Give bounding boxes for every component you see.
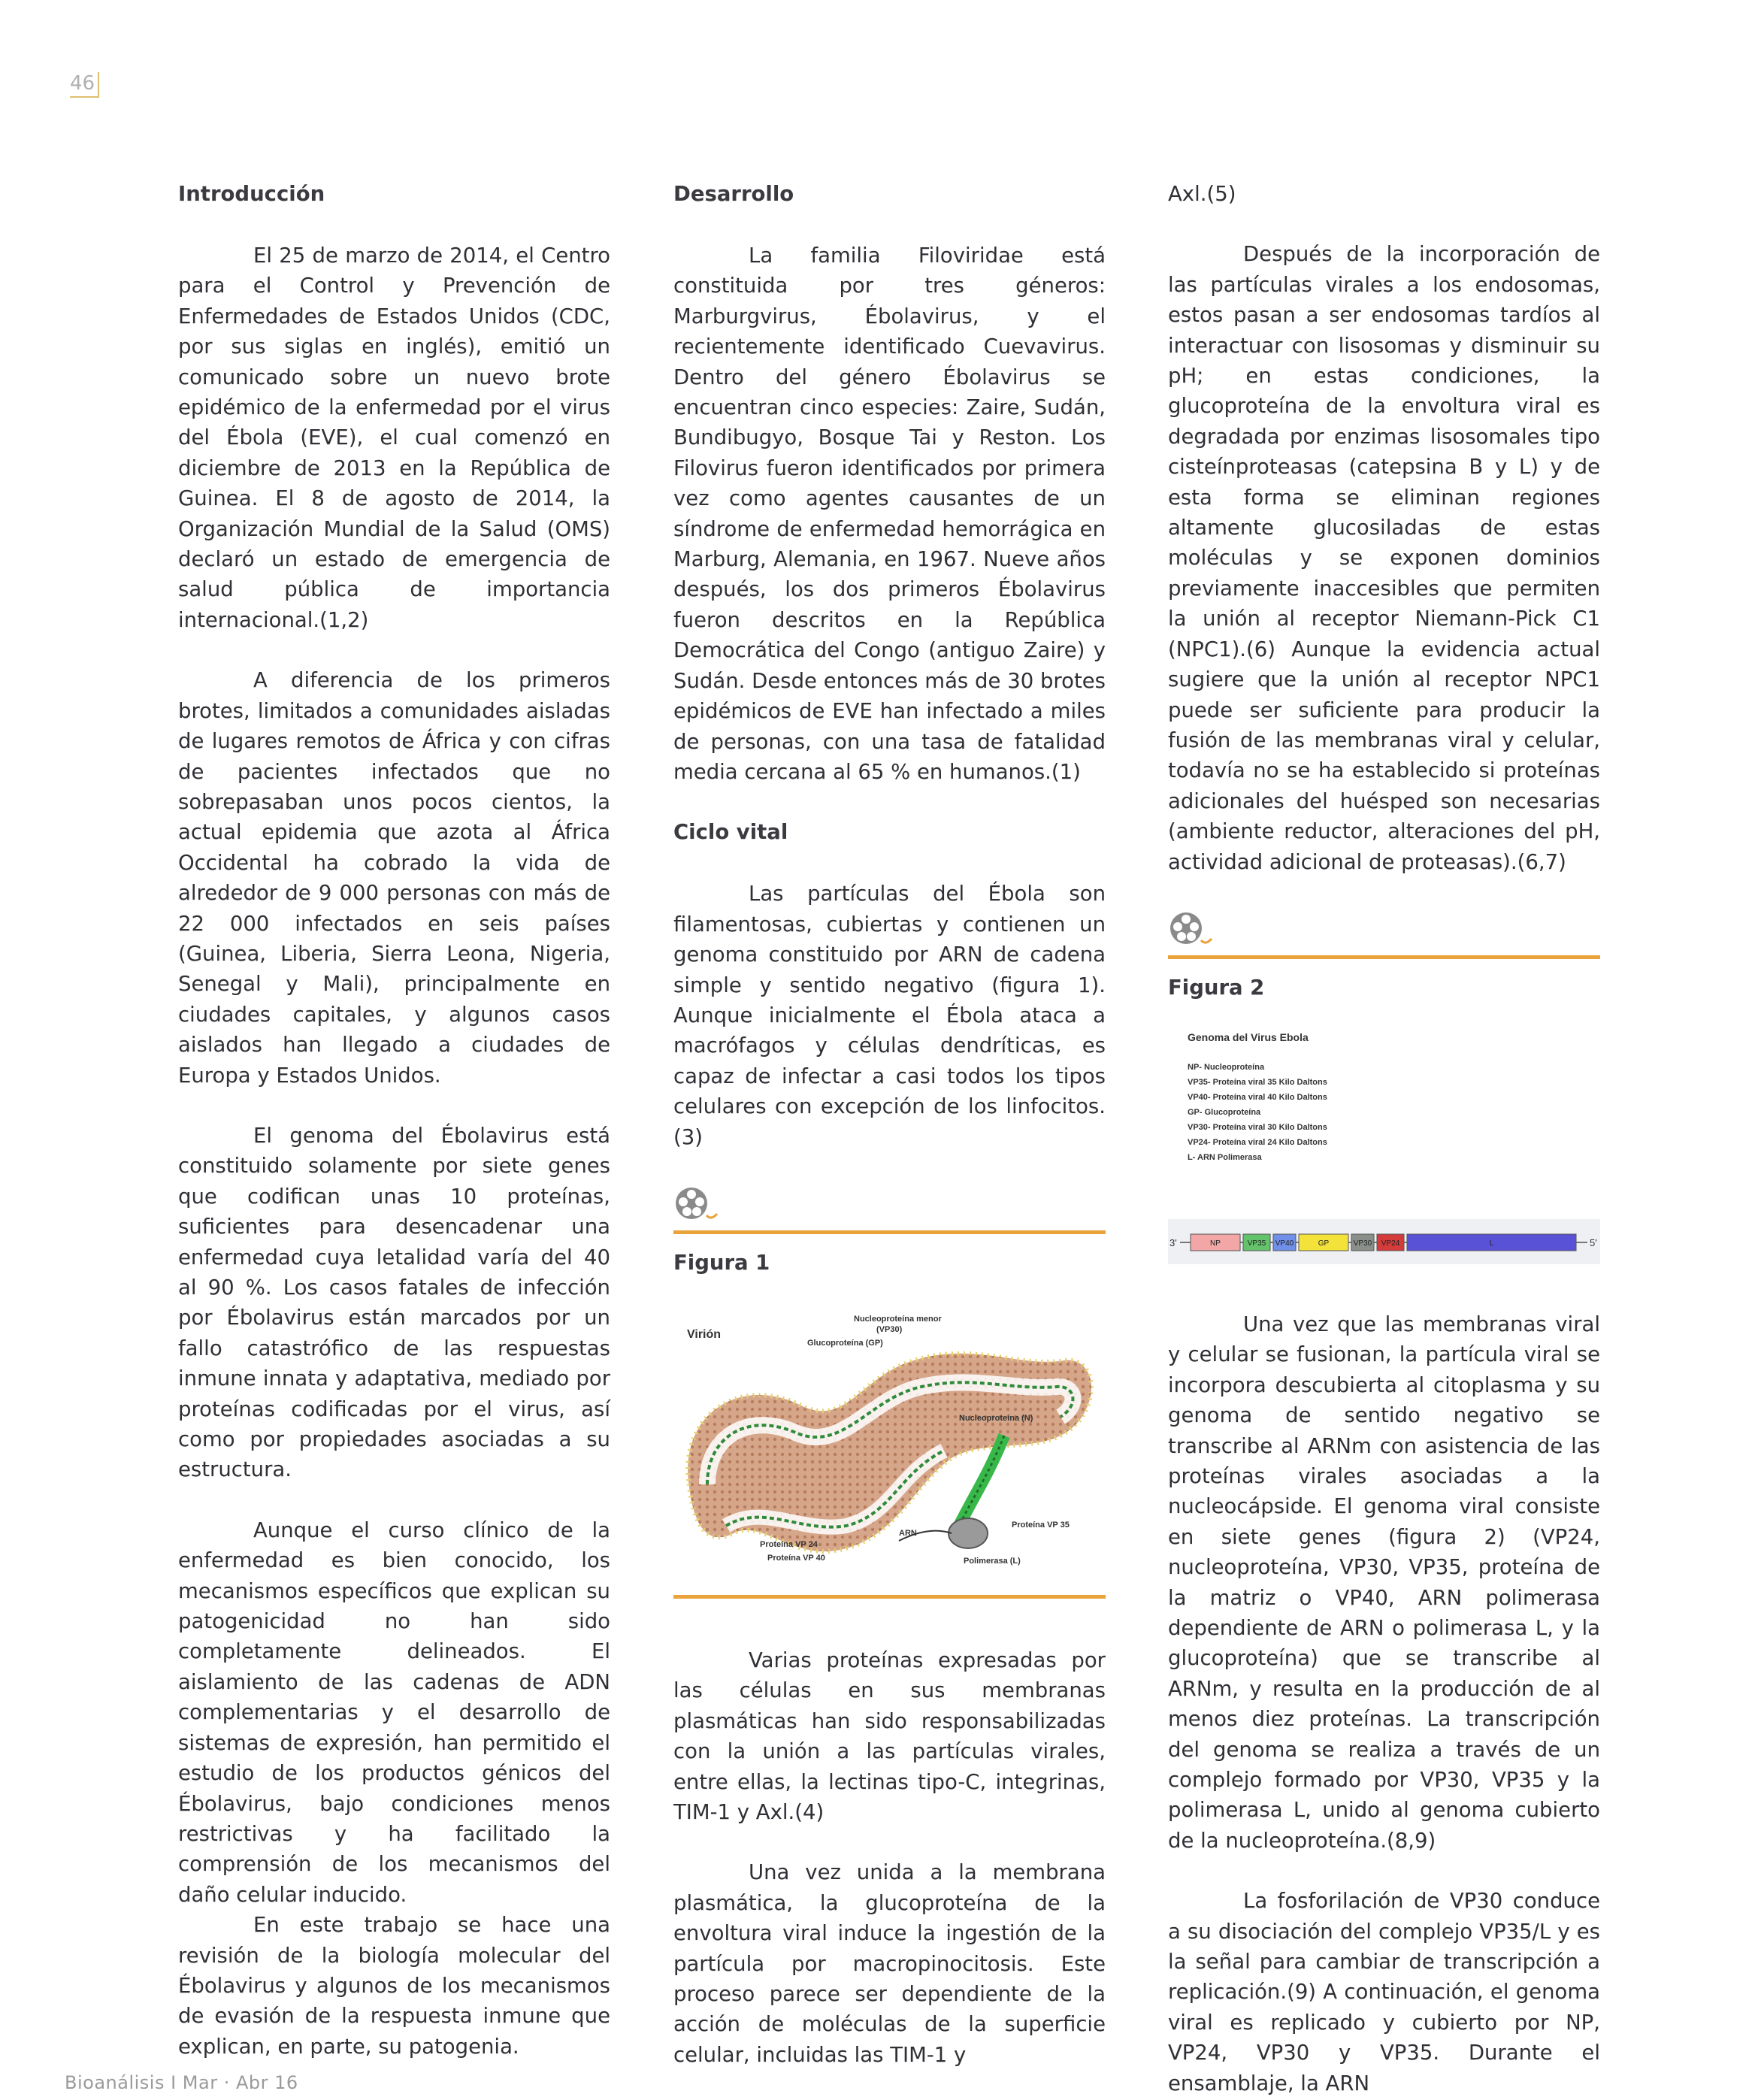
genome-segment-label: VP40 [1275, 1239, 1294, 1248]
figure-1-label: Figura 1 [673, 1250, 770, 1275]
genome-segment-label: L [1489, 1239, 1494, 1248]
legend-item: VP35- Proteína viral 35 Kilo Daltons [1188, 1077, 1327, 1087]
legend-item: L- ARN Polimerasa [1188, 1152, 1262, 1162]
figure-rule [673, 1230, 1106, 1234]
figure-rule [1168, 955, 1600, 959]
label-vp24: Proteína VP 24 [760, 1539, 818, 1549]
paragraph: Las partículas del Ébola son filamentosas, cubiertas y contienen un genoma constituido por ARN de cadena simple y sentido negativo (figura 1). Aunque inicialmente el Ébola ataca a macrófagos y células dendríticas, es capaz de infectar a casi todos los tipos celulares con excepción de los linfocitos.(3) [673, 882, 1106, 1149]
genome-segment-label: VP24 [1381, 1239, 1400, 1248]
figure-1-virion-diagram [673, 1308, 1106, 1581]
label-np-minor: Nucleoproteína menor [854, 1314, 942, 1324]
genome-segment-label: NP [1210, 1239, 1221, 1248]
legend-item: VP24- Proteína viral 24 Kilo Daltons [1188, 1137, 1327, 1147]
figure-2-label: Figura 2 [1168, 975, 1265, 1000]
paragraph: La fosforilación de VP30 conduce a su disociación del complejo VP35/L y es la señal para cambiar de transcripción a replicación.(9) A continuación, el genoma viral es replicado y cubierto por NP, VP24, VP30 y VP35. Durante el ensamblaje, la ARN [1168, 1889, 1600, 2095]
label-virion: Virión [687, 1327, 722, 1341]
legend-item: NP- Nucleoproteína [1188, 1062, 1265, 1072]
genome-end-5: 5' [1590, 1236, 1597, 1248]
genome-legend-panel [1188, 1031, 1368, 1219]
label-np: Nucleoproteína (N) [959, 1413, 1033, 1423]
section-heading-ciclo-vital: Ciclo vital [673, 820, 788, 845]
figure-rule [673, 1595, 1106, 1599]
paragraph: El 25 de marzo de 2014, el Centro para el Control y Prevención de Enfermedades de Estados Unidos (CDC, por sus siglas en inglés), emitió un comunicado sobre un nuevo brote epidémico de la enfermedad por el virus del Ébola (EVE), el cual comenzó en diciembre de 2013 en la República de Guinea. El 8 de agosto de 2014, la Organización Mundial de la Salud (OMS) declaró un estado de emergencia de salud pública de importancia internacional.(1,2) [178, 244, 610, 632]
section-heading-desarrollo: Desarrollo [673, 182, 794, 206]
page-footer: Bioanálisis I Mar · Abr 16 [65, 2072, 298, 2093]
genome-segments [1191, 1234, 1576, 1251]
label-vp30: (VP30) [876, 1324, 903, 1334]
label-polymerase: Polimerasa (L) [964, 1556, 1021, 1566]
column-right [1168, 179, 1600, 2098]
genome-segment-label: VP35 [1247, 1239, 1266, 1248]
film-reel-icon [673, 1185, 719, 1223]
film-reel-icon [1168, 910, 1213, 948]
paragraph: Axl.(5) [1168, 182, 1236, 206]
paragraph: En este trabajo se hace una revisión de la biología molecular del Ébolavirus y algunos de los mecanismos de evasión de la respuesta inmune que explican, en parte, su patogenia. [178, 1913, 610, 2059]
legend-item: VP40- Proteína viral 40 Kilo Daltons [1188, 1092, 1327, 1102]
paragraph: A diferencia de los primeros brotes, limitados a comunidades aisladas de lugares remotos de África y con cifras de pacientes infectados que no sobrepasaban unos pocos cientos, la actual epidemia que azota al África Occidental ha cobrado la vida de alrededor de 9 000 personas con más de 22 000 infectados en seis países (Guinea, Liberia, Sierra Leona, Nigeria, Senegal y Mali), principalmente en ciudades capitales, y algunos casos aislados han llegado a ciudades de Europa y Estados Unidos. [178, 668, 610, 1088]
column-middle [673, 179, 1106, 2070]
virion-illustration [673, 1308, 1106, 1578]
paragraph: Aunque el curso clínico de la enfermedad es bien conocido, los mecanismos específicos que explican su patogenicidad no han sido completamente delineados. El aislamiento de las cadenas de ADN complementarias y el desarrollo de sistemas de expresión, han permitido el estudio de los productos génicos del Ébolavirus, bajo condiciones menos restrictivas y ha facilitado la comprensión de los mecanismos del daño celular inducido. [178, 1518, 610, 1907]
figure-2-genome-diagram [1168, 1031, 1600, 1279]
label-gp: Glucoproteína (GP) [807, 1338, 883, 1348]
genome-bar-area [1168, 1219, 1600, 1264]
genome-end-3: 3' [1169, 1236, 1177, 1248]
section-heading-introduccion: Introducción [178, 182, 325, 206]
genome-legend [1188, 1060, 1368, 1165]
label-arn: ARN [899, 1528, 917, 1538]
column-left [178, 179, 610, 2062]
page-number: 46 [70, 72, 99, 98]
legend-item: GP- Glucoproteína [1188, 1107, 1261, 1117]
paragraph: Después de la incorporación de las partículas virales a los endosomas, estos pasan a ser endosomas tardíos al interactuar con lisosomas y disminuir su pH; en estas condiciones, la glucoproteína de la envoltura viral es degradada por enzimas lisosomales tipo cisteínproteasas (catepsina B y L) y de esta forma se eliminan regiones altamente glucosiladas de estas moléculas y se exponen dominios previamente inaccesibles que permiten la unión al receptor Niemann-Pick C1 (NPC1).(6) Aunque la evidencia actual sugiere que la unión al receptor NPC1 puede ser suficiente para producir la fusión de las membranas viral y celular, todavía no se ha establecido si proteínas adicionales del huésped son necesarias (ambiente reductor, alteraciones del pH, actividad adicional de proteasas).(6,7) [1168, 242, 1600, 874]
paragraph: Una vez unida a la membrana plasmática, la glucoproteína de la envoltura viral induce la ingestión de la partícula por macropinocitosis. Este proceso parece ser dependiente de la acción de moléculas de la superficie celular, incluidas las TIM-1 y [673, 1860, 1106, 2067]
genome-segment-label: GP [1318, 1239, 1330, 1248]
paragraph: La familia Filoviridae está constituida por tres géneros: Marburgvirus, Ébolavirus, y el recientemente identificado Cuevavirus. Dentro del género Ébolavirus se encuentran cinco especies: Zaire, Sudán, Bundibugyo, Bosque Tai y Reston. Los Filovirus fueron identificados por primera vez como agentes causantes de un síndrome de enfermedad hemorrágica en Marburg, Alemania, en 1967. Nueve años después, los dos primeros Ébolavirus fueron descritos en la República Democrática del Congo (antiguo Zaire) y Sudán. Desde entonces más de 30 brotes epidémicos de EVE han infectado a miles de personas, con una tasa de fatalidad media cercana al 65 % en humanos.(1) [673, 244, 1106, 784]
label-vp40: Proteína VP 40 [767, 1553, 825, 1563]
paragraph: El genoma del Ébolavirus está constituido solamente por siete genes que codifican unas 10 proteínas, suficientes para desencadenar una enfermedad cuya letalidad varía del 40 al 90 %. Los casos fatales de infección por Ébolavirus están marcados por un fallo catastrófico de las respuestas inmune innata y adaptativa, mediado por proteínas codificadas por el virus, así como por propiedades asociadas a su estructura. [178, 1123, 610, 1482]
genome-title: Genoma del Virus Ebola [1188, 1030, 1309, 1043]
legend-item: VP30- Proteína viral 30 Kilo Daltons [1188, 1122, 1327, 1132]
label-vp35: Proteína VP 35 [1012, 1520, 1070, 1530]
paragraph: Una vez que las membranas viral y celular se fusionan, la partícula viral se incorpora descubierta al citoplasma y su genoma de sentido negativo se transcribe al ARNm con asistencia de las proteínas virales asociadas a la nucleocápside. El genoma viral consiste en siete genes (figura 2) (VP24, nucleoproteína, VP30, VP35, proteína de la matriz o VP40, ARN polimerasa dependiente de ARN o polimerasa L, y la glucoproteína) que se transcribe al ARNm, y resulta en la producción de al menos diez proteínas. La transcripción del genoma se realiza a través de un complejo formado por VP30, VP35 y la polimerasa L, unido al genoma cubierto de la nucleoproteína.(8,9) [1168, 1312, 1600, 1853]
genome-segment-label: VP30 [1353, 1239, 1372, 1248]
paragraph: Varias proteínas expresadas por las células en sus membranas plasmáticas han sido responsabilizadas con la unión a las partículas virales, entre ellas, la lectinas tipo-C, integrinas, TIM-1 y Axl.(4) [673, 1648, 1106, 1824]
genome-map [1168, 1219, 1600, 1264]
